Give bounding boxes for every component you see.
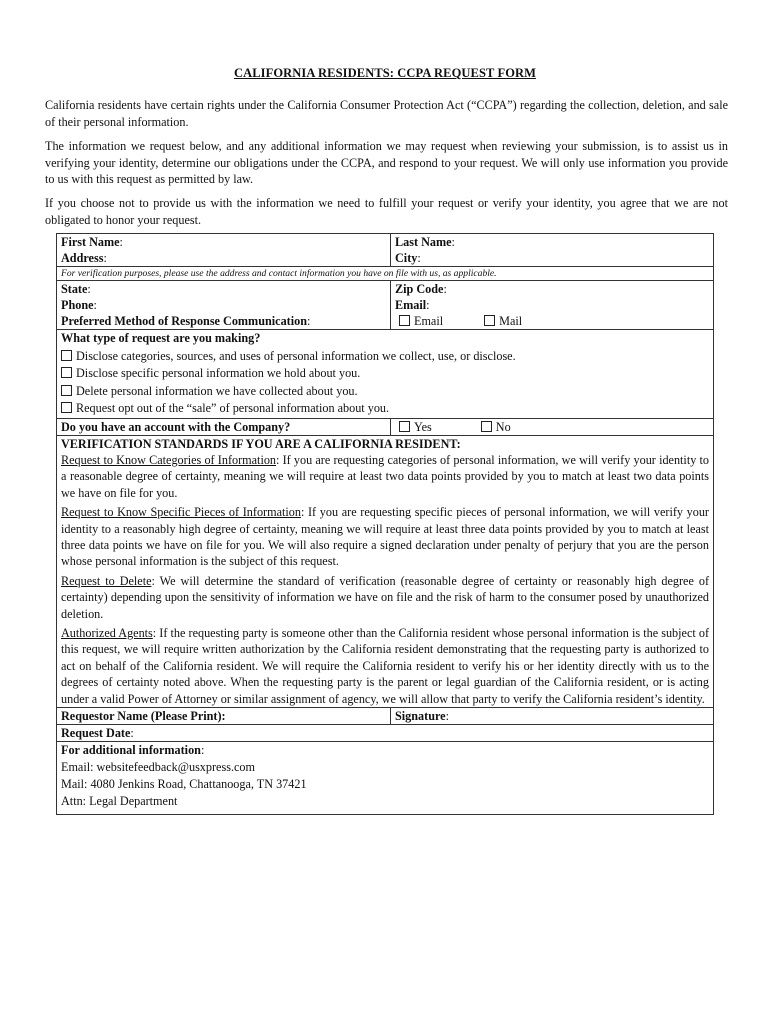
intro-paragraph-3: If you choose not to provide us with the information we need to fulfill your request or verify your identity, you agree that we are not obligated to honor your request. xyxy=(45,196,728,227)
state-label: State xyxy=(61,282,88,296)
city-label: City xyxy=(395,251,418,265)
account-row xyxy=(57,419,713,436)
request-date-row: Request Date: xyxy=(57,725,713,742)
checkbox-icon xyxy=(399,421,410,432)
request-option-delete[interactable]: Delete personal information we have collected about you. xyxy=(61,383,358,401)
last-name-label: Last Name xyxy=(395,235,452,249)
zip-label: Zip Code xyxy=(395,282,444,296)
state-row: State: Zip Code: xyxy=(57,281,713,297)
phone-label: Phone xyxy=(61,298,94,312)
account-no-checkbox[interactable]: No xyxy=(481,419,511,435)
verification-standards-row: VERIFICATION STANDARDS IF YOU ARE A CALIFORNIA RESIDENT: Request to Know Categories of Information: If you are requesting categories of personal information, we will verify your identity to a reasonable degree of certainty, meaning we will require at least two data points provided by you to match at least two data points we have on file for you. Request to Know Specific Pieces of Information: If you are requesting specific pieces of personal information, we will verify your identity to a reasonably high degree of certainty, meaning we will require at least three data points provided by you to match at least three data points we have on file for you. We will also require a signed declaration under penalty of perjury that you are the person whose personal information is the subject of this request. Request to Delete: We will determine the standard of verification (reasonable degree of certainty or reasonably high degree of certainty) depending upon the sensitivity of information we have on file and the risk of harm to the consumer posed by unauthorized deletion. Authorized Agents: If the requesting party is someone other than the California resident whose personal information is the subject of this request, we will require written authorization by the California resident demonstrating that the requesting party is authorized to act on behalf of the California resident. We will require the California resident to verify his or her identity directly with us to the degrees of certainty noted above. When the requesting party is the parent or legal guardian of the California resident, or is acting under a valid Power of Attorney or similar assignment of agency, we will allow that party to verify the California resident’s identity. xyxy=(57,436,713,709)
checkbox-icon xyxy=(481,421,492,432)
verification-note: For verification purposes, please use the address and contact information you have on file with us, as applicable. xyxy=(61,268,497,279)
checkbox-icon xyxy=(61,402,72,413)
method-email-checkbox[interactable]: Email xyxy=(399,313,443,329)
phone-row: Phone: Email: xyxy=(57,297,713,313)
account-question: Do you have an account with the Company? xyxy=(61,419,291,434)
preferred-method-row: Preferred Method of Response Communication: Email Mail xyxy=(57,313,713,330)
request-type-row xyxy=(57,330,713,419)
checkbox-icon xyxy=(61,350,72,361)
contact-attn: Attn: Legal Department xyxy=(61,793,178,808)
checkbox-icon xyxy=(61,367,72,378)
checkbox-icon xyxy=(399,315,410,326)
address-label: Address xyxy=(61,251,104,265)
request-option-disclose-categories[interactable]: Disclose categories, sources, and uses of personal information we collect, use, or disclose. xyxy=(61,348,516,366)
verification-heading: VERIFICATION STANDARDS IF YOU ARE A CALIFORNIA RESIDENT xyxy=(61,436,457,451)
additional-info-heading: For additional information xyxy=(61,743,201,758)
address-row: Address: City: xyxy=(57,250,713,267)
ccpa-request-form xyxy=(56,233,714,815)
verification-note-row xyxy=(57,267,713,281)
request-date-label: Request Date xyxy=(61,726,131,740)
request-option-disclose-specific[interactable]: Disclose specific personal information we hold about you. xyxy=(61,365,360,383)
name-row: First Name: Last Name: xyxy=(57,234,713,250)
contact-email: Email: websitefeedback@usxpress.com xyxy=(61,760,255,775)
page-title: CALIFORNIA RESIDENTS: CCPA REQUEST FORM xyxy=(233,66,537,80)
intro-paragraph-1: California residents have certain rights under the California Consumer Protection Act (“CCPA”) regarding the collection, deletion, and sale of their personal information. xyxy=(45,98,728,129)
contact-mail: Mail: 4080 Jenkins Road, Chattanooga, TN 37421 xyxy=(61,777,307,791)
requestor-row: Requestor Name (Please Print): Signature: xyxy=(57,708,713,725)
signature-label: Signature xyxy=(395,709,446,723)
checkbox-icon xyxy=(484,315,495,326)
checkbox-icon xyxy=(61,385,72,396)
standard-authorized-agents: Authorized Agents: If the requesting party is someone other than the California resident whose personal information is the subject of this request, we will require written authorization by the California resident demonstrating that the requesting party is authorized to act on behalf of the California resident. We will require the California resident to verify his or her identity directly with us to the degrees of certainty noted above. When the requesting party is the parent or legal guardian of the California resident, or is acting under a valid Power of Attorney or similar assignment of agency, we will allow that party to verify the California resident’s identity. xyxy=(61,625,709,706)
request-type-heading: What type of request are you making? xyxy=(61,331,261,345)
first-name-label: First Name xyxy=(61,235,120,249)
request-option-opt-out[interactable]: Request opt out of the “sale” of personal information about you. xyxy=(61,400,389,418)
standard-delete: Request to Delete: We will determine the standard of verification (reasonable degree of certainty or reasonably high degree of certainty) depending upon the sensitivity of information we have on file and the risk of harm to the consumer posed by unauthorized deletion. xyxy=(61,573,710,621)
preferred-method-label: Preferred Method of Response Communication xyxy=(61,314,307,328)
account-yes-checkbox[interactable]: Yes xyxy=(399,419,432,435)
intro-paragraph-2: The information we request below, and any additional information we may request when reviewing your submission, is to assist us in verifying your identity, determine our obligations under the CCPA, and respond to your request. We will only use information you provide to us with this request as permitted by law. xyxy=(45,139,728,186)
additional-info-row: For additional information: Email: websitefeedback@usxpress.com Mail: 4080 Jenkins Road, Chattanooga, TN 37421 Attn: Legal Department xyxy=(57,742,713,813)
method-mail-checkbox[interactable]: Mail xyxy=(484,313,522,329)
standard-know-categories: Request to Know Categories of Information: If you are requesting categories of personal information, we will verify your identity to a reasonable degree of certainty, meaning we will require at least two data points provided by you to match at least two data points we have on file for you. xyxy=(61,452,709,500)
email-label: Email xyxy=(395,298,427,312)
standard-know-specific: Request to Know Specific Pieces of Information: If you are requesting specific pieces of personal information, we will verify your identity to a reasonably high degree of certainty, meaning we will require at least three data points provided by you to match at least three data points we have on file for you. We will also require a signed declaration under penalty of perjury that you are the person whose personal information is the subject of this request. xyxy=(61,505,709,569)
requestor-name-label: Requestor Name (Please Print): xyxy=(61,709,226,723)
